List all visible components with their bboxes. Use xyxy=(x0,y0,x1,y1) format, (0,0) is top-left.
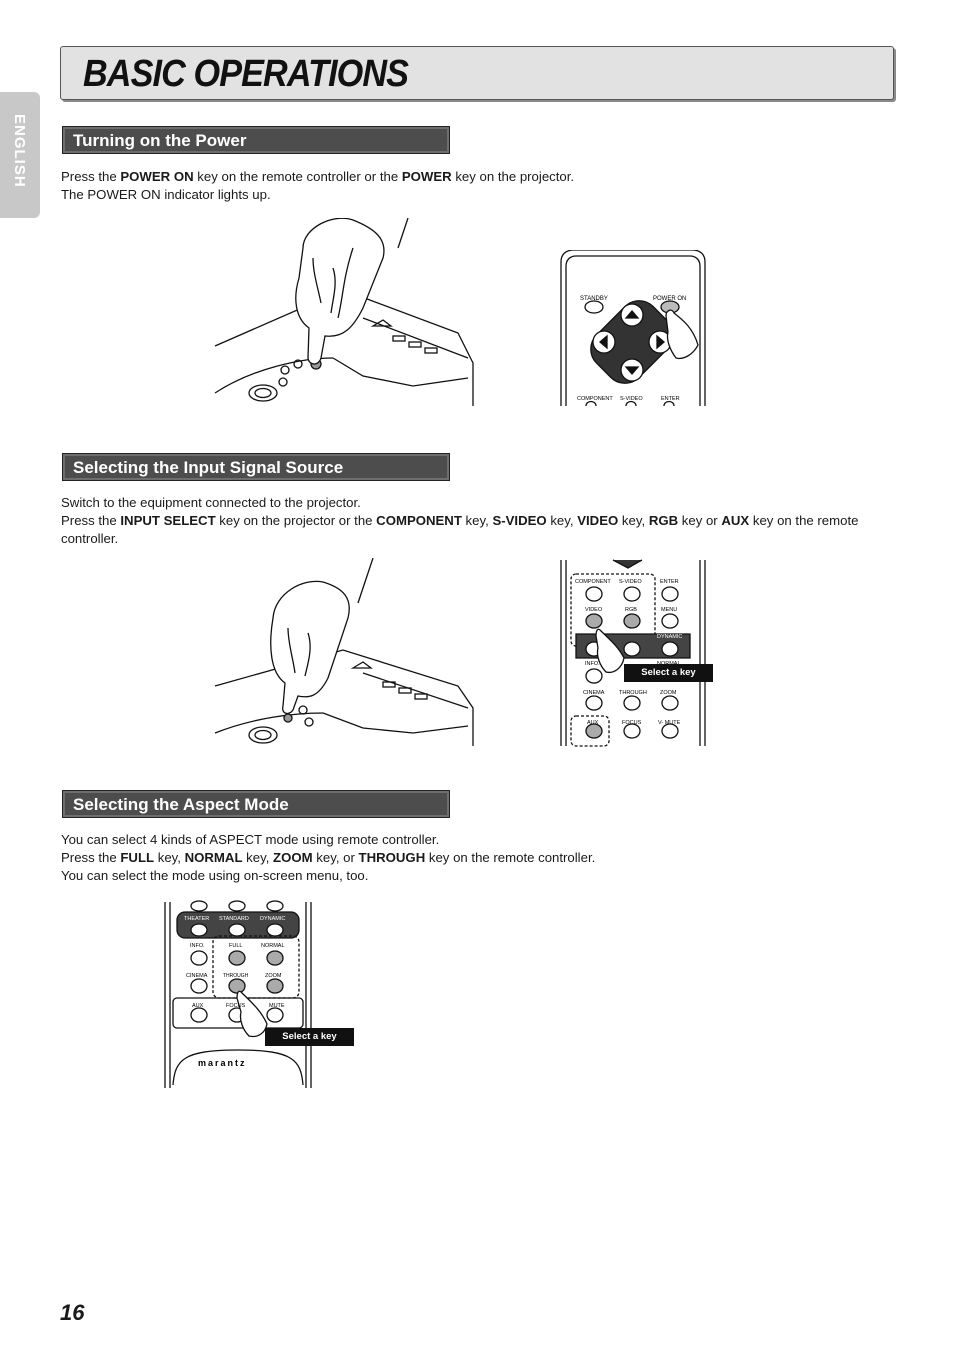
key-name: VIDEO xyxy=(577,513,619,528)
key-name: AUX xyxy=(721,513,750,528)
select-key-tag: Select a key xyxy=(265,1028,354,1046)
paragraph-line: Press the INPUT SELECT key on the projector or the COMPONENT key, S-VIDEO key, VIDEO key, RGB key or AUX key on the remote controller. xyxy=(61,513,859,546)
full-label: FULL xyxy=(229,943,243,949)
dynamic-label: DYNAMIC xyxy=(657,634,683,640)
brand-logo: marantz xyxy=(198,1058,247,1068)
aux-label: AUX xyxy=(192,1003,204,1009)
through-label: THROUGH xyxy=(223,973,249,979)
mute-label: MUTE xyxy=(269,1003,285,1009)
focus-label: FOCUS xyxy=(622,720,642,726)
language-tab-label: ENGLISH xyxy=(11,114,28,188)
standby-label: STANDBY xyxy=(580,296,608,302)
enter-label: ENTER xyxy=(660,579,679,585)
dynamic-label: DYNAMIC xyxy=(260,916,286,922)
key-name: INPUT SELECT xyxy=(120,513,216,528)
svideo-label: S-VIDEO xyxy=(620,396,643,402)
component-label: COMPONENT xyxy=(577,396,613,402)
zoom-label: ZOOM xyxy=(265,973,282,979)
cinema-label: CINEMA xyxy=(583,690,605,696)
focus-label: FOCUS xyxy=(226,1003,246,1009)
cinema-label: CINEMA xyxy=(186,973,208,979)
normal-label: NORMAL xyxy=(261,943,285,949)
key-name: POWER ON xyxy=(120,169,194,184)
section-heading-aspect: Selecting the Aspect Mode xyxy=(62,790,450,818)
paragraph-line: You can select the mode using on-screen menu, too. xyxy=(61,868,369,883)
key-name: POWER xyxy=(401,169,452,184)
svideo-label: S-VIDEO xyxy=(619,579,642,585)
paragraph-line: The POWER ON indicator lights up. xyxy=(61,187,271,202)
remote-power-illustration xyxy=(558,250,708,408)
paragraph-line: Press the FULL key, NORMAL key, ZOOM key, or THROUGH key on the remote controller. xyxy=(61,850,596,865)
section-text-power xyxy=(61,168,901,204)
aux-label: AUX xyxy=(587,720,599,726)
key-name: S-VIDEO xyxy=(492,513,547,528)
page-title: BASIC OPERATIONS xyxy=(83,53,409,95)
paragraph-line: You can select 4 kinds of ASPECT mode using remote controller. xyxy=(61,832,440,847)
paragraph-line: Press the POWER ON key on the remote controller or the POWER key on the projector. xyxy=(61,169,575,184)
page-number: 16 xyxy=(60,1300,85,1325)
theater-label: THEATER xyxy=(184,916,210,922)
info-label: INFO. xyxy=(585,661,600,667)
key-name: FULL xyxy=(120,850,155,865)
key-name: RGB xyxy=(648,513,679,528)
power-on-label: POWER ON xyxy=(653,296,687,302)
section-heading-power: Turning on the Power xyxy=(62,126,450,154)
title-bar xyxy=(60,46,894,100)
select-key-tag: Select a key xyxy=(624,664,713,682)
info-label: INFO. xyxy=(190,943,205,949)
rgb-label: RGB xyxy=(625,607,637,613)
menu-label: MENU xyxy=(661,607,678,613)
projector-input-illustration xyxy=(213,558,478,748)
key-name: ZOOM xyxy=(273,850,313,865)
vmute-label: V- MUTE xyxy=(658,720,681,726)
projector-power-illustration xyxy=(213,218,478,408)
zoom-label: ZOOM xyxy=(660,690,677,696)
remote-input-illustration xyxy=(558,558,708,748)
section-text-aspect xyxy=(61,831,901,885)
section-text-input xyxy=(61,494,901,548)
key-name: COMPONENT xyxy=(376,513,462,528)
remote-aspect-illustration xyxy=(163,900,313,1090)
section-heading-input: Selecting the Input Signal Source xyxy=(62,453,450,481)
key-name: NORMAL xyxy=(184,850,243,865)
enter-label: ENTER xyxy=(661,396,680,402)
language-tab xyxy=(0,92,40,218)
standard-label: STANDARD xyxy=(219,916,249,922)
component-label: COMPONENT xyxy=(575,579,611,585)
key-name: THROUGH xyxy=(358,850,426,865)
through-label: THROUGH xyxy=(619,690,647,696)
paragraph-line: Switch to the equipment connected to the projector. xyxy=(61,495,361,510)
video-label: VIDEO xyxy=(585,607,603,613)
